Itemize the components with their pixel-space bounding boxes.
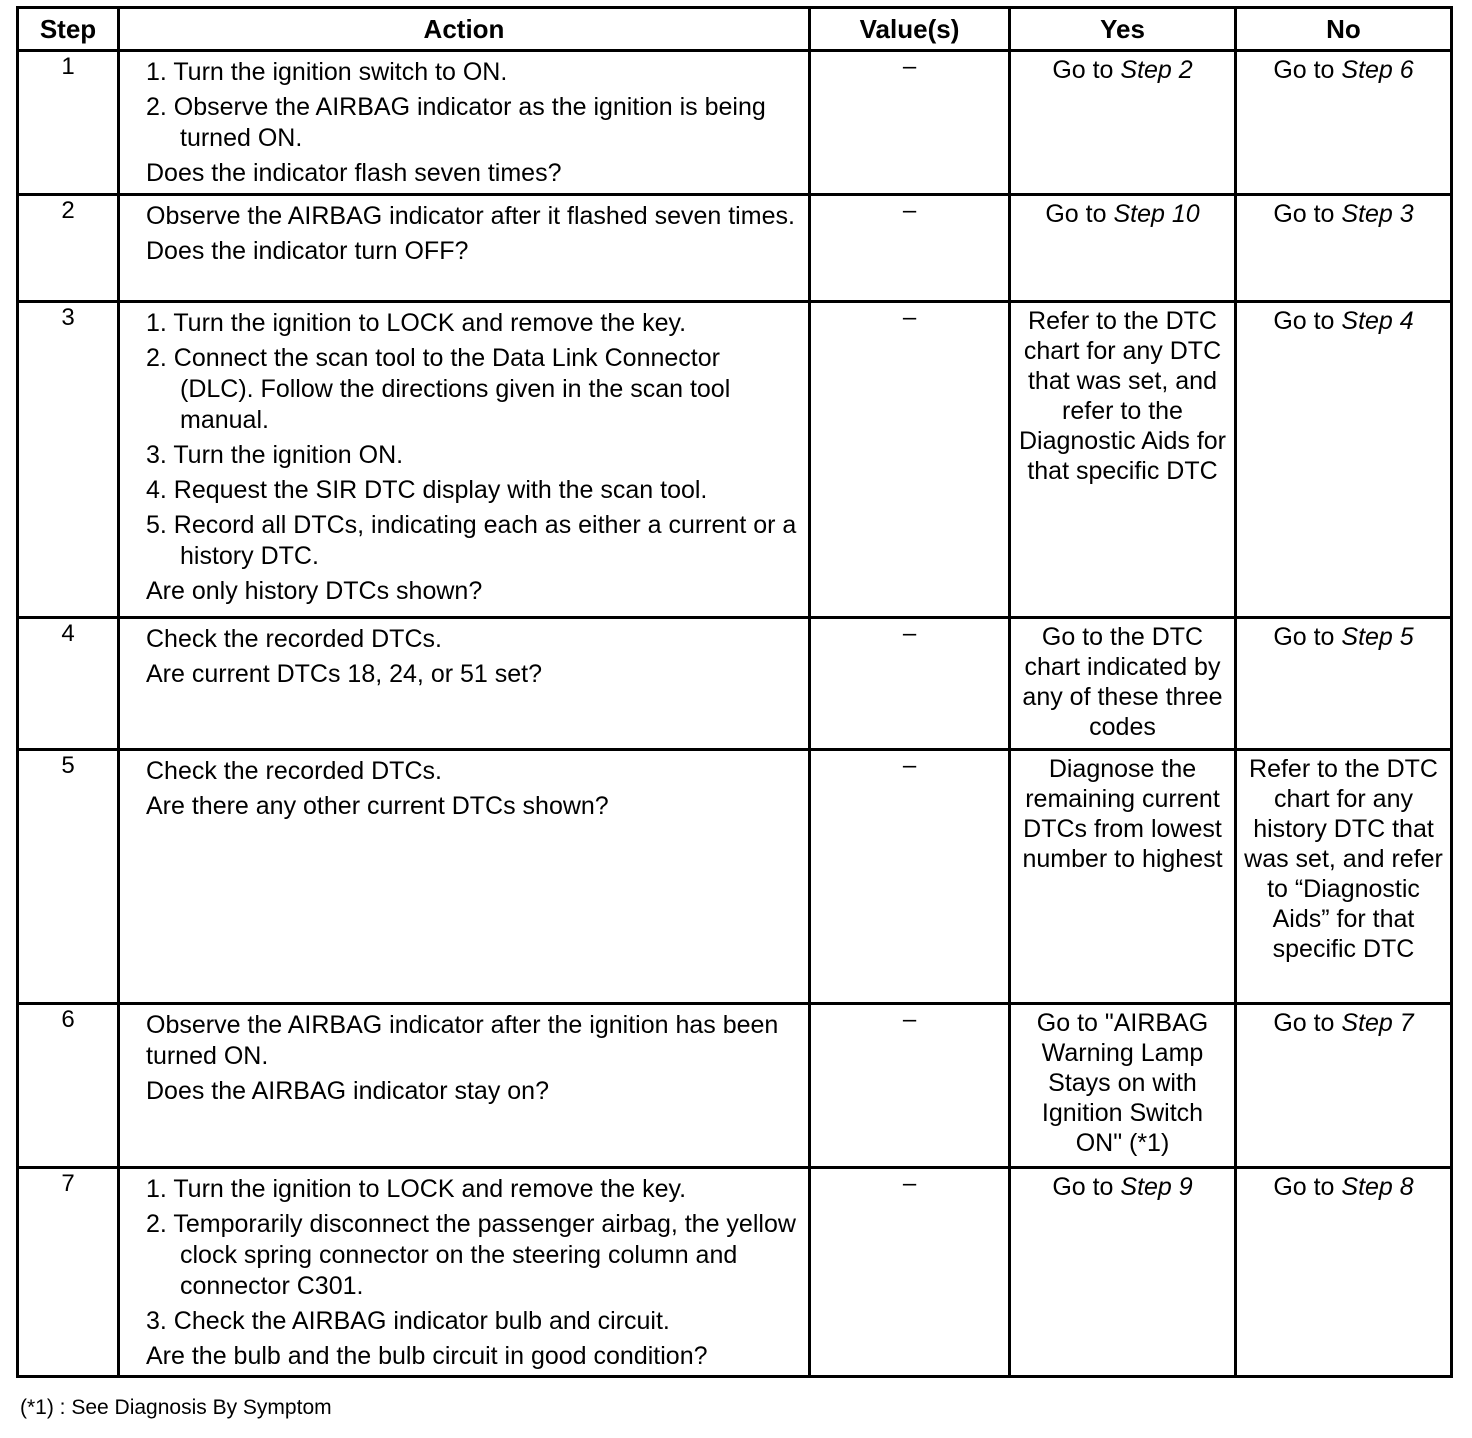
action-cell — [119, 1168, 810, 1377]
step-number: 7 — [18, 1168, 119, 1377]
action-question: Are current DTCs 18, 24, or 51 set? — [146, 660, 543, 688]
yes-text: Go to the DTC chart indicated by any of these three codes — [1022, 623, 1223, 741]
no-cell — [1236, 618, 1452, 750]
yes-text: Go to "AIRBAG Warning Lamp Stays on with Ignition Switch ON" (*1) — [1036, 1009, 1209, 1157]
no-prefix: Go to — [1273, 1173, 1342, 1201]
table-row — [18, 618, 1452, 750]
yes-cell — [1010, 1004, 1236, 1168]
action-item: 4. Request the SIR DTC display with the scan tool. — [146, 476, 708, 504]
yes-cell — [1010, 51, 1236, 195]
no-step-ref: Step 7 — [1341, 1009, 1414, 1037]
table-header-row — [18, 8, 1452, 51]
step-number: 3 — [18, 302, 119, 618]
diagnostic-table — [16, 6, 1453, 1378]
table-row — [18, 51, 1452, 195]
yes-cell — [1010, 1168, 1236, 1377]
value-cell: – — [810, 195, 1010, 302]
table-row — [18, 302, 1452, 618]
no-step-ref: Step 4 — [1341, 307, 1414, 335]
yes-cell — [1010, 618, 1236, 750]
yes-prefix: Go to — [1052, 56, 1121, 84]
header-step: Step — [18, 8, 119, 51]
step-number: 6 — [18, 1004, 119, 1168]
yes-cell — [1010, 302, 1236, 618]
yes-step-ref: Step 10 — [1113, 200, 1200, 228]
action-cell — [119, 618, 810, 750]
yes-step-ref: Step 2 — [1120, 56, 1193, 84]
value-cell: – — [810, 302, 1010, 618]
action-cell — [119, 195, 810, 302]
no-step-ref: Step 3 — [1341, 200, 1414, 228]
action-question: Are there any other current DTCs shown? — [146, 792, 609, 820]
action-cell — [119, 51, 810, 195]
table-row — [18, 195, 1452, 302]
step-number: 2 — [18, 195, 119, 302]
no-prefix: Go to — [1273, 1009, 1342, 1037]
no-prefix: Go to — [1273, 307, 1342, 335]
header-no: No — [1236, 8, 1452, 51]
action-question: Are only history DTCs shown? — [146, 577, 483, 605]
action-item: 2. Temporarily disconnect the passenger airbag, the yellow clock spring connector on the steering column and connector C301. — [146, 1210, 796, 1300]
yes-step-ref: Step 9 — [1120, 1173, 1193, 1201]
table-row — [18, 750, 1452, 1004]
action-item: 1. Turn the ignition to LOCK and remove the key. — [146, 1175, 687, 1203]
action-text: Observe the AIRBAG indicator after the ignition has been turned ON. — [146, 1011, 779, 1070]
no-step-ref: Step 5 — [1341, 623, 1414, 651]
no-step-ref: Step 6 — [1341, 56, 1414, 84]
action-question: Does the AIRBAG indicator stay on? — [146, 1077, 549, 1105]
table-row — [18, 1168, 1452, 1377]
header-values: Value(s) — [810, 8, 1010, 51]
no-cell — [1236, 750, 1452, 1004]
no-prefix: Go to — [1273, 623, 1342, 651]
value-cell: – — [810, 1168, 1010, 1377]
no-cell — [1236, 195, 1452, 302]
action-cell — [119, 750, 810, 1004]
footnote: (*1) : See Diagnosis By Symptom — [20, 1396, 332, 1419]
value-cell: – — [810, 750, 1010, 1004]
yes-text: Diagnose the remaining current DTCs from lowest number to highest — [1022, 755, 1223, 873]
action-item: 1. Turn the ignition to LOCK and remove the key. — [146, 309, 687, 337]
yes-cell — [1010, 195, 1236, 302]
action-question: Does the indicator flash seven times? — [146, 159, 562, 187]
value-cell: – — [810, 618, 1010, 750]
action-question: Are the bulb and the bulb circuit in good condition? — [146, 1342, 708, 1370]
action-text: Check the recorded DTCs. — [146, 757, 442, 785]
no-prefix: Go to — [1273, 200, 1342, 228]
no-text: Refer to the DTC chart for any history DTC that was set, and refer to “Diagnostic Aids” for that specific DTC — [1244, 755, 1443, 963]
no-cell — [1236, 1004, 1452, 1168]
no-cell — [1236, 51, 1452, 195]
action-text: Check the recorded DTCs. — [146, 625, 442, 653]
action-item: 1. Turn the ignition switch to ON. — [146, 58, 508, 86]
no-prefix: Go to — [1273, 56, 1342, 84]
action-cell — [119, 302, 810, 618]
action-item: 3. Check the AIRBAG indicator bulb and circuit. — [146, 1307, 670, 1335]
yes-cell — [1010, 750, 1236, 1004]
step-number: 5 — [18, 750, 119, 1004]
action-item: 2. Connect the scan tool to the Data Link Connector (DLC). Follow the directions given in the scan tool manual. — [146, 344, 731, 434]
value-cell: – — [810, 51, 1010, 195]
step-number: 4 — [18, 618, 119, 750]
step-number: 1 — [18, 51, 119, 195]
header-action: Action — [119, 8, 810, 51]
action-text: Observe the AIRBAG indicator after it flashed seven times. — [146, 202, 795, 230]
no-cell — [1236, 302, 1452, 618]
action-item: 2. Observe the AIRBAG indicator as the ignition is being turned ON. — [146, 93, 766, 152]
no-cell — [1236, 1168, 1452, 1377]
table-row — [18, 1004, 1452, 1168]
action-question: Does the indicator turn OFF? — [146, 237, 469, 265]
no-step-ref: Step 8 — [1341, 1173, 1414, 1201]
action-item: 3. Turn the ignition ON. — [146, 441, 404, 469]
value-cell: – — [810, 1004, 1010, 1168]
yes-prefix: Go to — [1052, 1173, 1121, 1201]
action-cell — [119, 1004, 810, 1168]
yes-text: Refer to the DTC chart for any DTC that was set, and refer to the Diagnostic Aids for that specific DTC — [1018, 307, 1227, 485]
yes-prefix: Go to — [1045, 200, 1114, 228]
action-item: 5. Record all DTCs, indicating each as either a current or a history DTC. — [146, 511, 797, 570]
header-yes: Yes — [1010, 8, 1236, 51]
